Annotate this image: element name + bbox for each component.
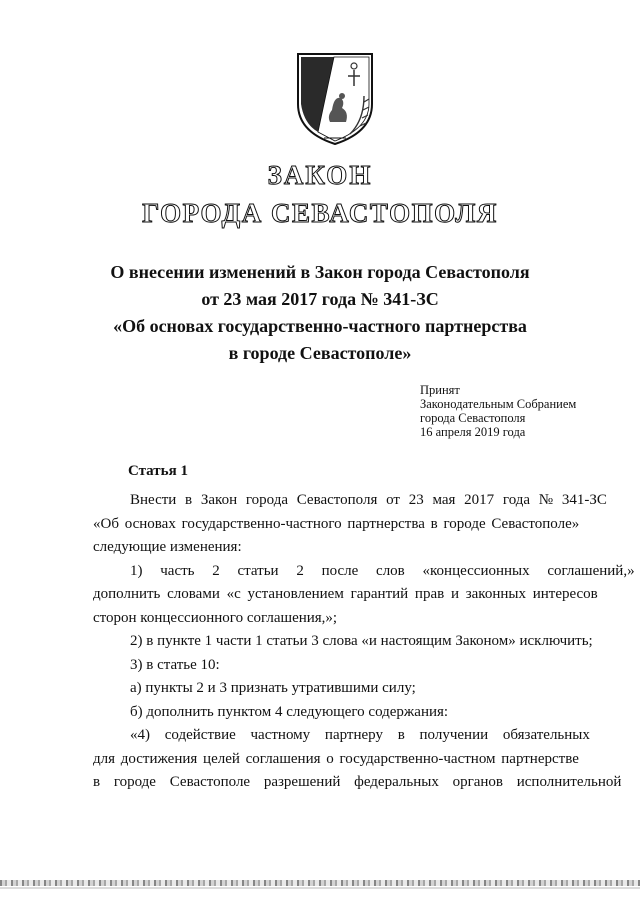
subject-line: О внесении изменений в Закон города Севастополя: [110, 262, 530, 282]
subject-line: от 23 мая 2017 года № 341-ЗС: [201, 289, 439, 309]
sevastopol-coat-of-arms-emblem: [294, 50, 376, 146]
scan-artifact-edge: [0, 880, 640, 886]
item-3b: б) дополнить пунктом 4 следующего содержания:: [130, 703, 449, 720]
adoption-date: 16 апреля 2019 года: [420, 425, 526, 439]
city-title: ГОРОДА СЕВАСТОПОЛЯ: [142, 198, 498, 228]
item-2: 2) в пункте 1 части 1 статьи 3 слова «и настоящим Законом» исключить;: [130, 633, 593, 649]
item-1-line: сторон концессионного соглашения,»;: [93, 609, 338, 626]
intro-line: «Об основах государственно-частного партнерства в городе Севастополе»: [93, 515, 580, 532]
adoption-line: города Севастополя: [420, 411, 526, 425]
item-3a: а) пункты 2 и 3 признать утратившими силу;: [130, 680, 416, 696]
adoption-line: Принят: [420, 383, 460, 397]
intro-line: следующие изменения:: [93, 539, 242, 555]
scan-artifact-edge: [0, 887, 640, 889]
quote-line: для достижения целей соглашения о государственно-частном партнерстве: [93, 750, 579, 767]
article-heading: Статья 1: [128, 463, 188, 479]
article-body: [93, 489, 635, 795]
law-title: ЗАКОН: [267, 160, 373, 190]
quote-line: «4) содействие частному партнеру в получении обязательных: [130, 727, 590, 743]
subject-line: в городе Севастополе»: [228, 343, 412, 363]
quote-line: в городе Севастополе разрешений федеральных органов исполнительной: [93, 774, 622, 790]
subject-line: «Об основах государственно-частного партнерства: [113, 316, 527, 336]
adoption-block: [420, 383, 576, 439]
intro-line: Внести в Закон города Севастополя от 23 мая 2017 года № 341-ЗС: [130, 492, 607, 508]
adoption-line: Законодательным Собранием: [420, 397, 577, 411]
item-1-line: 1) часть 2 статьи 2 после слов «концессионных соглашений,»: [130, 562, 635, 579]
law-subject-heading: [60, 259, 580, 367]
item-1-line: дополнить словами «с установлением гарантий прав и законных интересов: [93, 586, 598, 602]
item-3: 3) в статье 10:: [130, 656, 220, 673]
